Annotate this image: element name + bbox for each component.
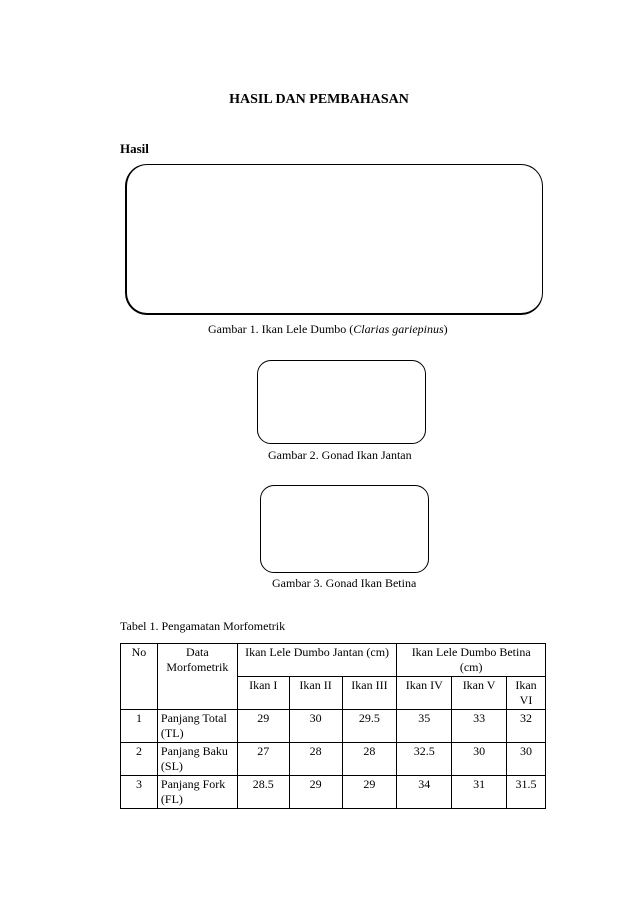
cell-value: 30	[507, 743, 546, 776]
figure-1-caption-text: Gambar 1. Ikan Lele Dumbo (	[208, 322, 354, 336]
cell-value: 28	[289, 743, 342, 776]
cell-value: 33	[452, 710, 507, 743]
cell-value: 28	[342, 743, 397, 776]
figure-1-caption-close: )	[443, 322, 448, 336]
cell-value: 28.5	[237, 776, 289, 809]
section-heading: Hasil	[120, 141, 149, 156]
cell-value: 35	[397, 710, 452, 743]
cell-value: 31	[452, 776, 507, 809]
header-fish: Ikan II	[289, 677, 342, 710]
table-caption: Tabel 1. Pengamatan Morfometrik	[120, 619, 286, 633]
header-fish: Ikan I	[237, 677, 289, 710]
figure-1-placeholder	[125, 164, 543, 315]
cell-value: 31.5	[507, 776, 546, 809]
cell-value: 34	[397, 776, 452, 809]
row-label: Panjang Total (TL)	[157, 710, 237, 743]
figure-2-placeholder	[257, 360, 426, 444]
row-no: 1	[121, 710, 158, 743]
figure-2-caption: Gambar 2. Gonad Ikan Jantan	[268, 448, 412, 462]
cell-value: 29	[342, 776, 397, 809]
header-fish: Ikan IV	[397, 677, 452, 710]
cell-value: 32.5	[397, 743, 452, 776]
header-data-morfometrik: Data Morfometrik	[157, 644, 237, 710]
cell-value: 32	[507, 710, 546, 743]
row-label: Panjang Baku (SL)	[157, 743, 237, 776]
cell-value: 29	[237, 710, 289, 743]
cell-value: 29	[289, 776, 342, 809]
row-no: 2	[121, 743, 158, 776]
figure-3-caption: Gambar 3. Gonad Ikan Betina	[272, 576, 417, 590]
header-group-female: Ikan Lele Dumbo Betina (cm)	[397, 644, 546, 677]
figure-1-caption	[208, 322, 448, 337]
header-fish: Ikan V	[452, 677, 507, 710]
row-label: Panjang Fork (FL)	[157, 776, 237, 809]
table-row	[121, 710, 546, 743]
header-fish: Ikan III	[342, 677, 397, 710]
header-group-male: Ikan Lele Dumbo Jantan (cm)	[237, 644, 397, 677]
table-header-row	[121, 644, 546, 677]
row-no: 3	[121, 776, 158, 809]
table-row	[121, 776, 546, 809]
figure-3-placeholder	[260, 485, 429, 573]
header-no: No	[121, 644, 158, 710]
morphometric-table	[120, 643, 546, 809]
cell-value: 29.5	[342, 710, 397, 743]
figure-1-caption-species: Clarias gariepinus	[353, 322, 444, 336]
header-fish: Ikan VI	[507, 677, 546, 710]
cell-value: 30	[452, 743, 507, 776]
page-title: HASIL DAN PEMBAHASAN	[229, 92, 409, 107]
table-row	[121, 743, 546, 776]
cell-value: 27	[237, 743, 289, 776]
cell-value: 30	[289, 710, 342, 743]
